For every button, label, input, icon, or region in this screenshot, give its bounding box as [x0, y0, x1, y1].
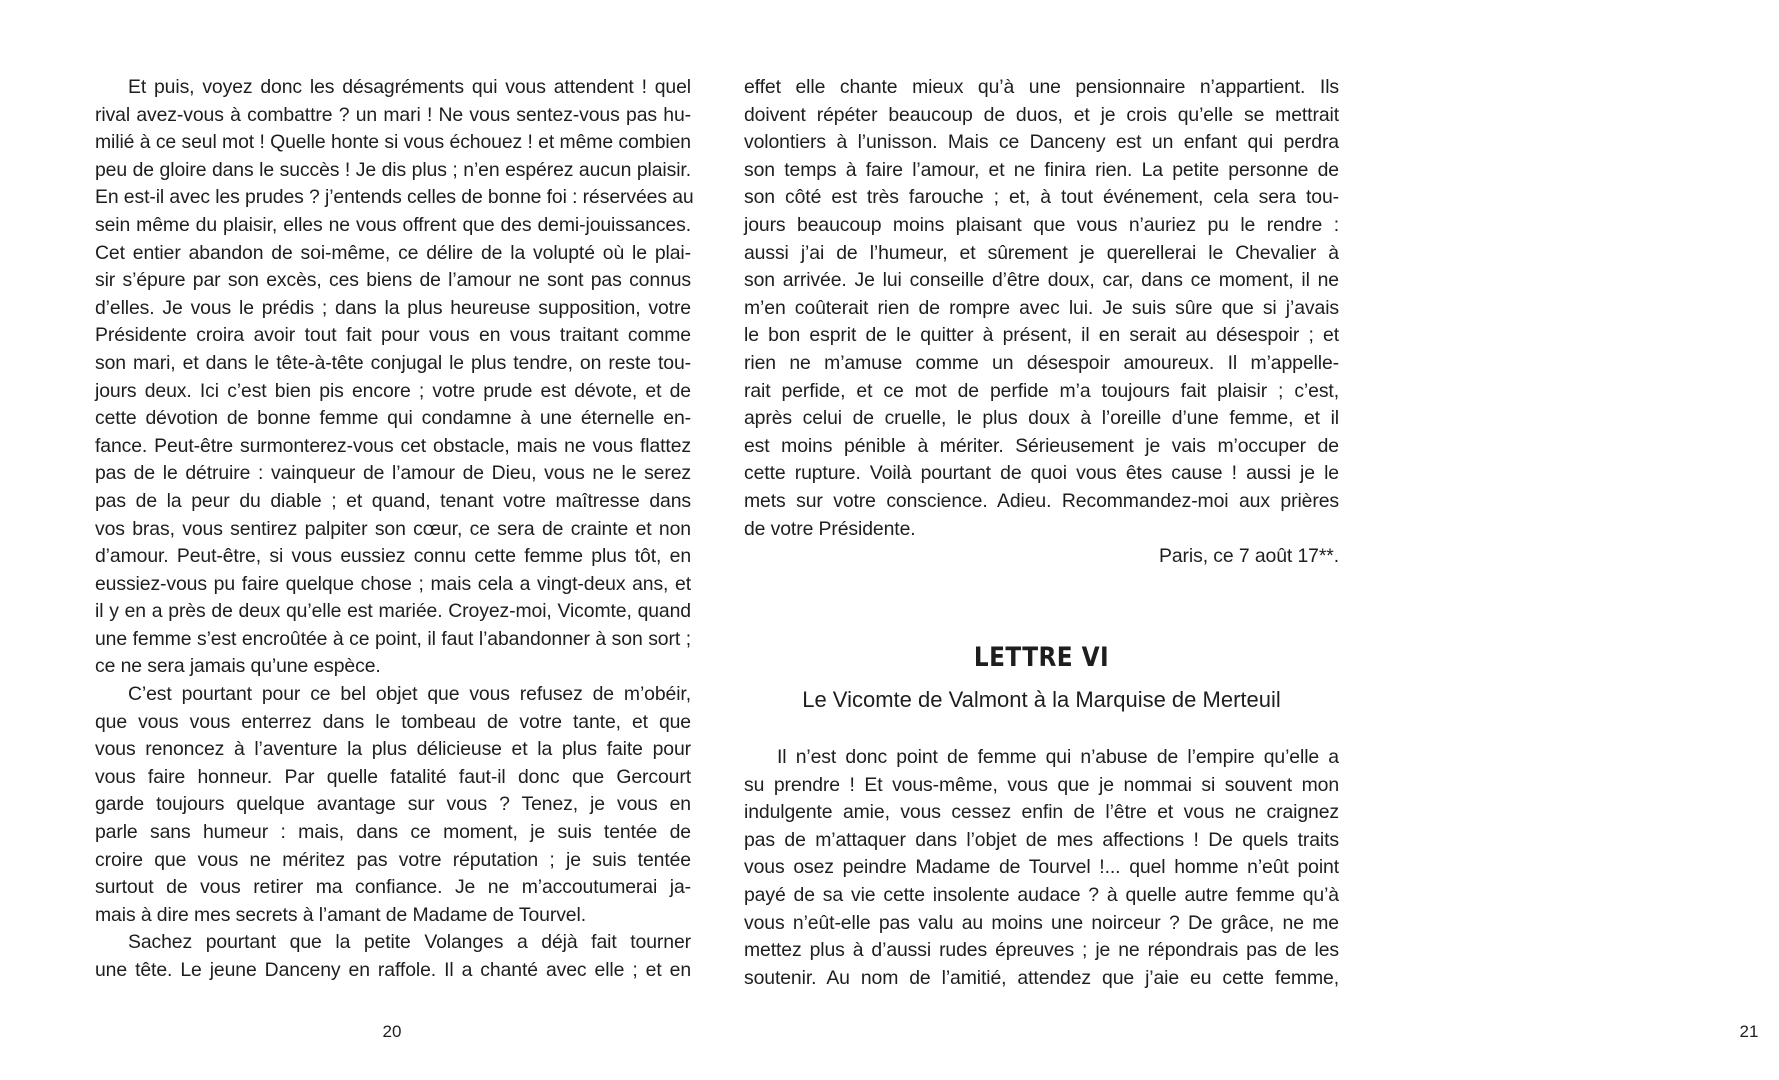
text-line: jours beaucoup moins plaisant que vous n’auriez pu le rendre :	[744, 213, 1339, 236]
text-line: Cet entier abandon de soi-même, ce délire de la volupté où le plai-	[95, 241, 691, 264]
text-line: doivent répéter beaucoup de duos, et je crois qu’elle se mettrait	[744, 103, 1339, 126]
text-line: effet elle chante mieux qu’à une pensionnaire n’appartient. Ils	[744, 76, 1339, 98]
text-line: il y en a près de deux qu’elle est mariée. Croyez-moi, Vicomte, quand	[95, 600, 691, 623]
text-line: rait perfide, et ce mot de perfide m’a toujours fait plaisir ; c’est,	[744, 379, 1339, 402]
text-line: C’est pourtant pour ce bel objet que vous refusez de m’obéir,	[128, 683, 691, 706]
text-line: vous n’eût-elle pas valu au moins une noirceur ? De grâce, ne me	[744, 911, 1339, 934]
text-line: Présidente croira avoir tout fait pour vous en vous traitant comme	[95, 324, 691, 347]
text-line: son côté est très farouche ; et, à tout événement, cela sera tou-	[744, 186, 1339, 209]
text-line: Et puis, voyez donc les désagréments qui vous attendent ! quel	[128, 76, 691, 98]
text-line: son mari, et dans le tête-à-tête conjugal le plus tendre, on reste tou-	[95, 351, 691, 374]
text-line: mais à dire mes secrets à l’amant de Madame de Tourvel.	[95, 903, 586, 926]
text-line: une femme s’est encroûtée à ce point, il faut l’abandonner à son sort ;	[95, 627, 691, 650]
text-line: mettez plus à d’aussi rudes épreuves ; je ne répondrais pas de les	[744, 939, 1339, 962]
text-line: su prendre ! Et vous-même, vous que je nommai si souvent mon	[744, 773, 1339, 796]
text-line: pas de le détruire : vainqueur de l’amour de Dieu, vous ne le serez	[95, 462, 691, 485]
text-line: sir s’épure par son excès, ces biens de l’amour ne sont pas connus	[95, 269, 691, 292]
text-line: d’elles. Je vous le prédis ; dans la plus heureuse supposition, votre	[95, 296, 691, 319]
letter-subtitle: Le Vicomte de Valmont à la Marquise de Merteuil	[802, 687, 1281, 712]
text-line: garde toujours quelque avantage sur vous ? Tenez, je vous en	[95, 793, 691, 816]
text-line: après celui de cruelle, le plus doux à l’oreille d’une femme, et il	[744, 407, 1339, 430]
text-line: pas de m’attaquer dans l’objet de mes affections ! De quels traits	[744, 828, 1339, 851]
text-line: milié à ce seul mot ! Quelle honte si vous échouez ! et même combien	[95, 131, 691, 154]
text-line: surtout de vous retirer ma confiance. Je ne m’accoutumerai ja-	[95, 876, 691, 899]
text-line: parle sans humeur : mais, dans ce moment, je suis tentée de	[95, 821, 691, 844]
text-line: vous faire honneur. Par quelle fatalité faut-il donc que Gercourt	[95, 765, 691, 788]
text-line: indulgente amie, vous cessez enfin de l’être et vous ne craignez	[744, 801, 1339, 824]
text-line: peu de gloire dans le succès ! Je dis plus ; n’en espérez aucun plaisir.	[95, 158, 691, 181]
text-line: est moins pénible à mériter. Sérieusement je vais m’occuper de	[744, 434, 1339, 457]
text-line: une tête. Le jeune Danceny en raffole. Il a chanté avec elle ; et en	[95, 959, 691, 981]
text-line: de votre Présidente.	[744, 517, 916, 540]
text-line: que vous vous enterrez dans le tombeau de votre tante, et que	[95, 710, 691, 733]
text-line: mets sur votre conscience. Adieu. Recommandez-moi aux prières	[744, 489, 1339, 512]
right-page-text	[744, 74, 1339, 571]
text-line: d’amour. Peut-être, si vous eussiez connu cette femme plus tôt, en	[95, 545, 691, 568]
text-line: En est-il avec les prudes ? j’entends celles de bonne foi : réservées au	[95, 186, 694, 209]
text-line: croire que vous ne méritez pas votre réputation ; je suis tentée	[95, 848, 691, 871]
left-page	[0, 0, 709, 1080]
text-line: jours deux. Ici c’est bien pis encore ; votre prude est dévote, et de	[95, 379, 691, 402]
text-line: pas de la peur du diable ; et quand, tenant votre maîtresse dans	[95, 489, 691, 512]
text-line: Il n’est donc point de femme qui n’abuse de l’empire qu’elle a	[777, 746, 1339, 768]
text-line: payé de sa vie cette insolente audace ? à quelle autre femme qu’à	[744, 883, 1339, 906]
text-line: Sachez pourtant que la petite Volanges a déjà fait tourner	[128, 931, 691, 954]
text-line: cette dévotion de bonne femme qui condamne à une éternelle en-	[95, 407, 691, 430]
text-line: ce ne sera jamais qu’une espèce.	[95, 655, 381, 678]
text-line: son arrivée. Je lui conseille d’être doux, car, dans ce moment, il ne	[744, 269, 1339, 292]
text-line: volontiers à l’unisson. Mais ce Danceny est un enfant qui perdra	[744, 131, 1339, 154]
text-line: son temps à faire l’amour, et ne finira rien. La petite personne de	[744, 158, 1339, 181]
text-line: aussi j’ai de l’humeur, et sûrement je querellerai le Chevalier à	[744, 241, 1339, 264]
page-number: 21	[1739, 1022, 1759, 1041]
text-line: vos bras, vous sentirez palpiter son cœur, ce sera de crainte et non	[95, 517, 691, 540]
text-line: eussiez-vous pu faire quelque chose ; mais cela a vingt-deux ans, et	[95, 572, 691, 595]
text-line: le bon esprit de le quitter à présent, il en serait au désespoir ; et	[744, 324, 1339, 347]
text-line: soutenir. Au nom de l’amitié, attendez que j’aie eu cette femme,	[744, 966, 1339, 989]
text-line: vous renoncez à l’aventure la plus délicieuse et la plus faite pour	[95, 738, 691, 761]
text-line: sein même du plaisir, elles ne vous offrent que des demi-jouissances.	[95, 213, 691, 236]
text-line: m’en coûterait rien de rompre avec lui. Je suis sûre que si j’avais	[744, 296, 1339, 319]
letter-signature: Paris, ce 7 août 17**.	[1159, 545, 1339, 568]
letter-title: LETTRE VI	[973, 642, 1110, 673]
right-page-letter-body	[744, 744, 1339, 992]
text-line: fance. Peut-être surmonterez-vous cet obstacle, mais ne vous flattez	[95, 434, 691, 457]
text-line: vous osez peindre Madame de Tourvel !... quel homme n’eût point	[744, 856, 1339, 879]
text-line: rival avez-vous à combattre ? un mari ! Ne vous sentez-vous pas hu-	[95, 103, 691, 126]
left-page-text	[95, 74, 694, 985]
text-line: rien ne m’amuse comme un désespoir amoureux. Il m’appelle-	[744, 351, 1339, 374]
text-line: cette rupture. Voilà pourtant de quoi vous êtes cause ! aussi je le	[744, 462, 1339, 485]
page-number: 20	[382, 1022, 402, 1041]
